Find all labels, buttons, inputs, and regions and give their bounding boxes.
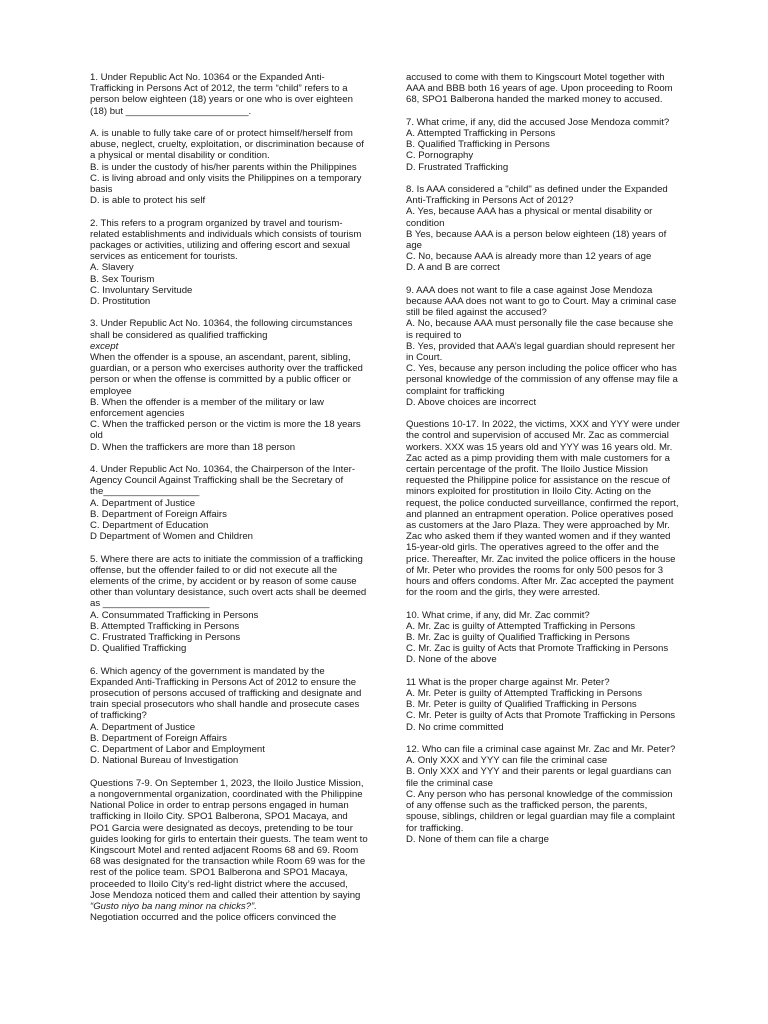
answer-option: A. No, because AAA must personally file the case because she is required to — [406, 318, 674, 341]
answer-option: C. Involuntary Servitude — [90, 284, 193, 296]
question-block-q1 — [90, 72, 368, 117]
answer-option: “Gusto niyo ba nang minor na chicks?”. — [90, 900, 257, 912]
answer-option: D. Frustrated Trafficking — [406, 161, 509, 173]
question-block-q6 — [90, 666, 368, 767]
answer-option: D. A and B are correct — [406, 262, 500, 274]
question-block-q4 — [90, 464, 368, 542]
answer-option: A. Consummated Trafficking in Persons — [90, 609, 259, 621]
answer-option: B. Mr. Zac is guilty of Qualified Trafficking in Persons — [406, 632, 630, 644]
question-text: 11 What is the proper charge against Mr. Peter? — [406, 676, 610, 688]
answer-option: B Yes, because AAA is a person below eighteen (18) years of age — [406, 228, 667, 252]
question-block-q5 — [90, 554, 368, 655]
question-text: 4. Under Republic Act No. 10364, the Chairperson of the Inter-Agency Council Against Trafficking shall be the Secretary of the__________________ — [90, 464, 356, 498]
question-block-q11 — [406, 677, 682, 733]
question-text: 10. What crime, if any, did Mr. Zac commit? — [406, 609, 590, 621]
answer-option: D. National Bureau of Investigation — [90, 755, 239, 767]
question-block-q2 — [90, 218, 368, 308]
answer-option: D Department of Women and Children — [90, 531, 253, 543]
question-text: Questions 7-9. On September 1, 2023, the Iloilo Justice Mission, a nongovernmental organization, coordinated with the Philippine National Police in order to entrap persons engaged in human trafficking in Iloilo City. SPO1 Balberona, SPO1 Macaya, and PO1 Garcia were designated as decoys, pretending to be tour guides looking for girls to entertain their guests. The team went to Kingscourt Motel and rented adjacent Rooms 68 and 69. Room 68 was designated for the transaction while Room 69 was for the rest of the police team. SPO1 Balberona and SPO1 Macaya, proceeded to Iloilo City’s red-light district where the accused, Jose Mendoza noticed them and called their attention by saying — [90, 777, 368, 901]
answer-option: C. Yes, because any person including the police officer who has personal knowledge of the commission of any offense may file a complaint for trafficking — [406, 363, 678, 397]
answer-option: C. Mr. Peter is guilty of Acts that Promote Trafficking in Persons — [406, 710, 676, 722]
answer-option: B. Qualified Trafficking in Persons — [406, 139, 550, 151]
answer-option: C. Frustrated Trafficking in Persons — [90, 632, 241, 644]
answer-option: A. Only XXX and YYY can file the criminal case — [406, 755, 608, 767]
answer-option: A. Attempted Trafficking in Persons — [406, 128, 556, 139]
answer-option: D. Above choices are incorrect — [406, 396, 537, 408]
answer-option: D. None of the above — [406, 654, 497, 666]
answer-option: B. Sex Tourism — [90, 273, 155, 285]
question-text: 8. Is AAA considered a "child" as defined under the Expanded Anti-Trafficking in Persons Act of 2012? — [406, 184, 668, 207]
answer-option: D. Qualified Trafficking — [90, 643, 187, 655]
answer-option: Negotiation occurred and the police officers convinced the — [90, 912, 337, 924]
question-block-q9 — [406, 285, 682, 408]
answer-option: except — [90, 340, 119, 352]
answer-option: D. is able to protect his self — [90, 195, 206, 207]
question-text: 5. Where there are acts to initiate the commission of a trafficking offense, but the offender failed to or did not execute all the elements of the crime, by accident or by reason of some cause other than voluntary desistance, such overt acts shall be deemed as ____________________ — [90, 553, 367, 610]
question-text: 1. Under Republic Act No. 10364 or the Expanded Anti-Trafficking in Persons Act of 2012, the term “child” refers to a person below eighteen (18) years or one who is over eighteen (18) but _______________________. — [90, 72, 353, 117]
question-text: accused to come with them to Kingscourt Motel together with AAA and BBB both 16 years of age. Upon proceeding to Room 68, SPO1 Balberona handed the marked money to accused. — [406, 72, 673, 106]
answer-option: When the offender is a spouse, an ascendant, parent, sibling, guardian, or a person who exercises authority over the trafficked person or when the offense is committed by a public officer or employee — [90, 352, 363, 397]
answer-option: C. Mr. Zac is guilty of Acts that Promote Trafficking in Persons — [406, 643, 669, 655]
right-column — [406, 72, 682, 856]
answer-option: A. Yes, because AAA has a physical or mental disability or condition — [406, 206, 653, 229]
answer-option: B. Mr. Peter is guilty of Qualified Trafficking in Persons — [406, 699, 637, 711]
answer-option: C. Department of Education — [90, 520, 209, 532]
question-block-q10 — [406, 610, 682, 666]
question-block-q10-17-intro — [406, 419, 682, 598]
question-text: 6. Which agency of the government is mandated by the Expanded Anti-Trafficking in Persons Act of 2012 to ensure the prosecution of persons accused of trafficking and designate and train special prosecutors who shall handle and prosecute cases of trafficking? — [90, 665, 362, 722]
question-block-q12 — [406, 744, 682, 845]
answer-option: B. Department of Foreign Affairs — [90, 732, 227, 744]
answer-option: C. Any person who has personal knowledge of the commission of any offense such as the trafficked person, the parents, spouse, siblings, children or legal guardian may file a complaint for trafficking. — [406, 788, 675, 834]
answer-option: A. Slavery — [90, 262, 134, 274]
question-block-q7-9-intro-cont — [406, 72, 682, 106]
answer-option: B. Yes, provided that AAA’s legal guardian should represent her in Court. — [406, 340, 675, 364]
answer-option: C. No, because AAA is already more than 12 years of age — [406, 251, 652, 263]
answer-option: A. Mr. Peter is guilty of Attempted Trafficking in Persons — [406, 688, 643, 700]
answer-option: D. Prostitution — [90, 296, 151, 308]
answer-option: B. Attempted Trafficking in Persons — [90, 620, 240, 632]
question-text: 12. Who can file a criminal case against Mr. Zac and Mr. Peter? — [406, 744, 676, 756]
question-block-q3 — [90, 318, 368, 452]
question-text: Questions 10-17. In 2022, the victims, XXX and YYY were under the control and supervision of accused Mr. Zac as commercial workers. XXX was 15 years old and YYY was 16 years old. Mr. Zac acted as a pimp providing them with male customers for a certain percentage of the profit. The Iloilo Justice Mission requested the Philippine police for assistance on the rescue of minors exploited for prostitution in Iloilo City. Acting on the request, the police conducted surveillance, confirmed the report, and planned an entrapment operation. Police operatives posed as customers at the Jaro Plaza. They were approached by Mr. Zac who asked them if they wanted women and if they wanted 15-year-old girls. The operatives agreed to the offer and the price. Thereafter, Mr. Zac invited the police officers in the house of Mr. Peter who provides the rooms for only 500 pesos for 3 hours and offers condoms. After Mr. Zac accepted the payment for the room and the girls, they were arrested. — [406, 419, 680, 599]
answer-option: D. None of them can file a charge — [406, 833, 549, 845]
question-text: 9. AAA does not want to file a case against Jose Mendoza because AAA does not want to go to Court. May a criminal case still be filed against the accused? — [406, 284, 677, 319]
left-column — [90, 72, 368, 935]
answer-option: C. When the trafficked person or the victim is more the 18 years old — [90, 419, 361, 442]
answer-option: B. When the offender is a member of the military or law enforcement agencies — [90, 396, 324, 420]
question-block-q8 — [406, 184, 682, 274]
question-block-q7-9-intro — [90, 778, 368, 924]
question-text: 3. Under Republic Act No. 10364, the following circumstances shall be considered as qualified trafficking — [90, 318, 353, 341]
answer-option: A. Department of Justice — [90, 497, 196, 509]
answer-option: A. Department of Justice — [90, 721, 196, 733]
answer-option: C. is living abroad and only visits the Philippines on a temporary basis — [90, 172, 362, 196]
answer-option: A. Mr. Zac is guilty of Attempted Trafficking in Persons — [406, 620, 636, 632]
answer-option: B. is under the custody of his/her parents within the Philippines — [90, 161, 357, 173]
question-text: A. is unable to fully take care of or protect himself/herself from abuse, neglect, cruelty, exploitation, or discrimination because of a physical or mental disability or condition. — [90, 128, 364, 162]
answer-option: B. Department of Foreign Affairs — [90, 508, 227, 520]
question-block-q7 — [406, 117, 682, 173]
question-block-q1-options — [90, 128, 368, 206]
answer-option: D. When the traffickers are more than 18 person — [90, 441, 296, 453]
question-text: 2. This refers to a program organized by travel and tourism-related establishments and individuals which consists of tourism packages or activities, utilizing and offering escort and sexual services as enticement for tourists. — [90, 217, 362, 263]
question-text: 7. What crime, if any, did the accused Jose Mendoza commit? — [406, 116, 670, 128]
answer-option: B. Only XXX and YYY and their parents or legal guardians can file the criminal case — [406, 766, 672, 789]
answer-option: D. No crime committed — [406, 721, 504, 733]
answer-option: C. Department of Labor and Employment — [90, 744, 265, 756]
answer-option: C. Pornography — [406, 150, 474, 162]
